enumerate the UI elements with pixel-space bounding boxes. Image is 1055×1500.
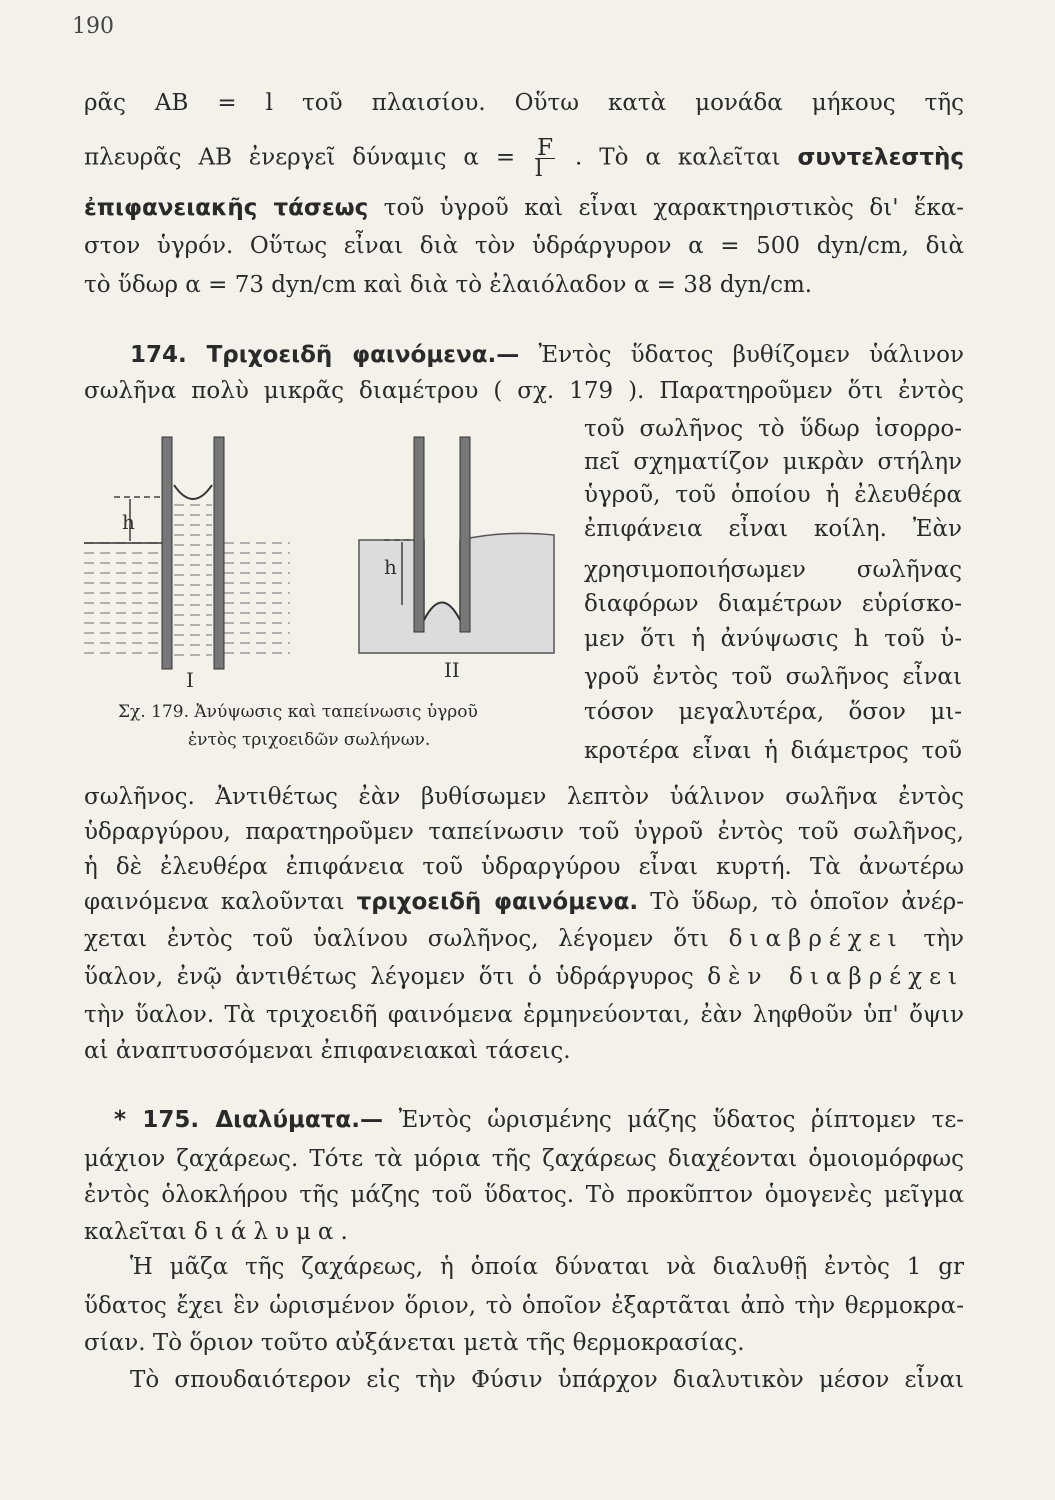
figure-ii-mercury bbox=[359, 437, 554, 653]
text-span: Ἐντὸς ὕδατος βυθίζομεν ὑάλινον bbox=[538, 342, 964, 368]
text-span: τὴν bbox=[923, 926, 964, 952]
text-line: μάχιον ζαχάρεως. Τότε τὰ μόρια τῆς ζαχάρεως διαχέονται ὁμοιομόρφως bbox=[84, 1146, 964, 1172]
text-line bbox=[84, 340, 964, 370]
concave-meniscus bbox=[174, 485, 212, 499]
fraction-numerator: F bbox=[537, 135, 554, 161]
text-line: τὴν ὕαλον. Τὰ τριχοειδῆ φαινόμενα ἑρμηνεύονται, ἐὰν ληφθοῦν ὑπ' ὄψιν bbox=[84, 1002, 964, 1028]
bold-term: τριχοειδῆ φαινόμενα. bbox=[356, 889, 639, 915]
spaced-term: διάλυμα. bbox=[194, 1219, 355, 1245]
text-line: ὑγροῦ, τοῦ ὁποίου ἡ ἐλευθέρα bbox=[584, 482, 962, 508]
tube-wall-right bbox=[460, 437, 470, 632]
text-line: χρησιμοποιήσωμεν σωλῆνας bbox=[584, 557, 962, 583]
bold-term: ἐπιφανειακῆς τάσεως bbox=[84, 195, 369, 221]
section-heading: * 175. Διαλύματα.— bbox=[114, 1107, 383, 1133]
text-line bbox=[84, 924, 964, 954]
tube-wall-left bbox=[162, 437, 172, 669]
text-span: πλευρᾶς AB ἐνεργεῖ δύναμις α = bbox=[84, 144, 516, 171]
text-line bbox=[84, 193, 964, 223]
text-line: αἱ ἀναπτυσσόμεναι ἐπιφανειακαὶ τάσεις. bbox=[84, 1038, 571, 1064]
text-line: τοῦ σωλῆνος τὸ ὕδωρ ἰσορρο- bbox=[584, 416, 962, 442]
spaced-term: διαβρέχει bbox=[728, 926, 904, 952]
figure-label-h: h bbox=[122, 510, 135, 534]
text-line bbox=[84, 1217, 964, 1247]
text-line: διαφόρων διαμέτρων εὑρίσκο- bbox=[584, 591, 962, 617]
figure-label-ii: II bbox=[444, 658, 460, 682]
bold-term: συντελεστὴς bbox=[797, 144, 965, 171]
text-span: ὕαλον, ἐνῷ ἀντιθέτως λέγομεν ὅτι ὁ ὑδράργυρος bbox=[84, 964, 694, 990]
figure-caption: Σχ. 179. Ἀνύψωσις καὶ ταπείνωσις ὑγροῦ bbox=[118, 702, 478, 722]
figure-caption: ἐντὸς τριχοειδῶν σωλήνων. bbox=[188, 730, 431, 750]
text-span: φαινόμενα καλοῦνται bbox=[84, 889, 345, 915]
tube-wall-left bbox=[414, 437, 424, 632]
text-line: κροτέρα εἶναι ἡ διάμετρος τοῦ bbox=[584, 738, 962, 764]
text-line: ἐπιφάνεια εἶναι κοίλη. Ἐὰν bbox=[584, 516, 962, 542]
text-line bbox=[84, 1105, 964, 1135]
mercury-body bbox=[359, 533, 554, 653]
text-line: τὸ ὕδωρ α = 73 dyn/cm καὶ διὰ τὸ ἐλαιόλαδον α = 38 dyn/cm. bbox=[84, 272, 813, 298]
capillary-figure bbox=[84, 425, 564, 685]
text-line: Τὸ σπουδαιότερον εἰς τὴν Φύσιν ὑπάρχον διαλυτικὸν μέσον εἶναι bbox=[130, 1367, 964, 1393]
fraction-denominator: l bbox=[535, 156, 543, 182]
text-span: χεται ἐντὸς τοῦ ὑαλίνου σωλῆνος, λέγομεν ὅτι bbox=[84, 926, 709, 952]
text-line: ἡ δὲ ἐλευθέρα ἐπιφάνεια τοῦ ὑδραργύρου εἶναι κυρτή. Τὰ ἀνωτέρω bbox=[84, 854, 964, 880]
text-line: σίαν. Τὸ ὅριον τοῦτο αὐξάνεται μετὰ τῆς θερμοκρασίας. bbox=[84, 1330, 745, 1356]
page-number: 190 bbox=[72, 14, 114, 39]
fraction bbox=[535, 135, 555, 182]
text-line: ρᾶς AB = l τοῦ πλαισίου. Οὕτω κατὰ μονάδα μήκους τῆς bbox=[84, 90, 964, 116]
text-line: σωλῆνα πολὺ μικρᾶς διαμέτρου ( σχ. 179 ). Παρατηροῦμεν ὅτι ἐντὸς bbox=[84, 378, 964, 404]
tube-wall-right bbox=[214, 437, 224, 669]
text-line: ἐντὸς ὁλοκλήρου τῆς μάζης τοῦ ὕδατος. Τὸ προκῦπτον ὁμογενὲς μεῖγμα bbox=[84, 1182, 964, 1208]
text-line: γροῦ ἐντὸς τοῦ σωλῆνος εἶναι bbox=[584, 664, 962, 690]
text-line: ὑδραργύρου, παρατηροῦμεν ταπείνωσιν τοῦ ὑγροῦ ἐντὸς τοῦ σωλῆνος, bbox=[84, 819, 964, 845]
spaced-term: δὲν διαβρέχει bbox=[707, 964, 965, 990]
text-line bbox=[84, 135, 965, 182]
water-body bbox=[84, 505, 290, 655]
text-line: ὕδατος ἔχει ἓν ὡρισμένον ὅριον, τὸ ὁποῖον ἐξαρτᾶται ἀπὸ τὴν θερμοκρα- bbox=[84, 1293, 964, 1319]
text-span: . Τὸ α καλεῖται bbox=[574, 144, 781, 171]
figure-label-h: h bbox=[384, 555, 397, 579]
figure-i-water bbox=[84, 437, 290, 669]
text-line: μεν ὅτι ἡ ἀνύψωσις h τοῦ ὑ- bbox=[584, 626, 962, 652]
text-line bbox=[84, 962, 964, 992]
text-line: πεῖ σχηματίζον μικρὰν στήλην bbox=[584, 449, 962, 475]
text-line: στον ὑγρόν. Οὕτως εἶναι διὰ τὸν ὑδράργυρον α = 500 dyn/cm, διὰ bbox=[84, 233, 964, 259]
text-span: Ἐντὸς ὡρισμένης μάζης ὕδατος ῥίπτομεν τε- bbox=[398, 1107, 965, 1133]
text-span: τοῦ ὑγροῦ καὶ εἶναι χαρακτηριστικὸς δι' ἕκα- bbox=[383, 195, 964, 221]
text-line: σωλῆνος. Ἀντιθέτως ἐὰν βυθίσωμεν λεπτὸν ὑάλινον σωλῆνα ἐντὸς bbox=[84, 784, 964, 810]
text-span: Τὸ ὕδωρ, τὸ ὁποῖον ἀνέρ- bbox=[650, 889, 965, 915]
text-line bbox=[84, 887, 964, 917]
text-line: Ἡ μᾶζα τῆς ζαχάρεως, ἡ ὁποία δύναται νὰ διαλυθῇ ἐντὸς 1 gr bbox=[130, 1254, 964, 1280]
text-line: τόσον μεγαλυτέρα, ὅσον μι- bbox=[584, 699, 962, 725]
section-heading: 174. Τριχοειδῆ φαινόμενα.— bbox=[130, 342, 520, 368]
figure-label-i: I bbox=[186, 668, 194, 692]
text-span: καλεῖται bbox=[84, 1219, 187, 1245]
